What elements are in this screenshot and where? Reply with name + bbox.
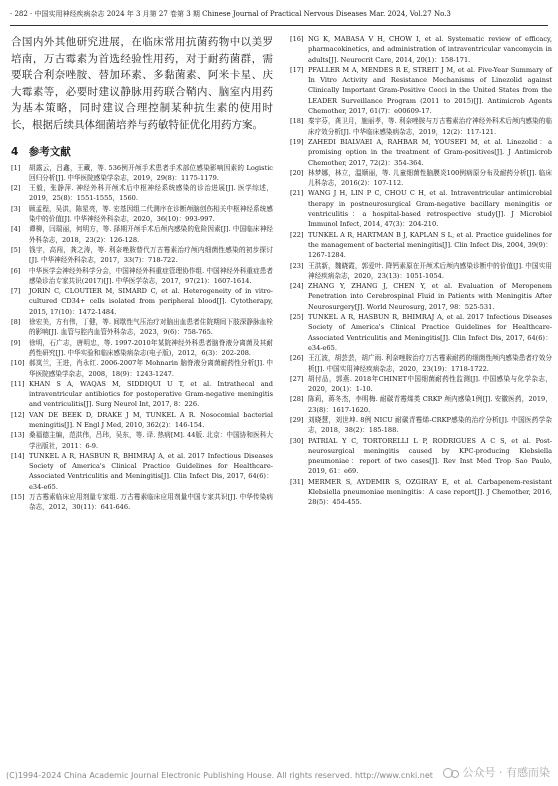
reference-item (11, 430, 273, 451)
copyright-footer: (C)1994-2024 China Academic Journal Electronic Publishing House. All rights reserved. http://www.cnki.net (6, 771, 433, 780)
reference-item (290, 261, 552, 282)
reference-text: JORIN C, CLOUTIER M, SIMARD C, et al. Heterogeneity of in vitro-cultured CD34+ cells isolated from peripheral blood[J]. Cytotherapy, 2015, 17(10)：1472-1484. (29, 287, 273, 316)
reference-item (290, 116, 552, 137)
reference-text: TUNKEL A R, HASBUN R, BHIMRAJ A, et al. 2017 Infectious Diseases Society of America's Clinical Practice Guidelines for Healthcare-Associated Ventriculitis and Meningitis[J]. Clin Infect Dis, 2017, 64(6)：e34-e65. (29, 451, 273, 491)
reference-number: [15] (11, 493, 25, 502)
watermark-text: 公众号 · 有感而染 (462, 766, 550, 779)
reference-item (290, 137, 552, 168)
reference-number: [18] (290, 117, 304, 126)
reference-text: 王洪新，魏晓霞，郭爱叶. 降钙素原在开颅术后颅内感染诊断中的价值[J]. 中国实用神经疾病杂志，2020，23(13)：1051-1054. (308, 261, 552, 280)
reference-text: 郝岚兰，王进，肖永红. 2006-2007年 Mohnarin 脑脊液分离菌耐药性分析[J]. 中华医院感染学杂志，2008，18(9)：1243-1247. (29, 359, 273, 378)
reference-number: [10] (11, 359, 25, 368)
reference-item (11, 451, 273, 492)
reference-item (290, 168, 552, 189)
reference-item (290, 436, 552, 477)
reference-text: 桑福德主编，范洪伟，吕玮，吴东，等. 译. 热病[M]. 44版. 北京：中国协和医科大学出版社，2011：6-9. (29, 431, 273, 450)
reference-number: [24] (290, 282, 304, 291)
reference-text: ZAHEDI BIALVAEI A, RAHBAR M, YOUSEFI M, et al. Linezolid：a promising option in the treatment of Gram-positives[J]. J Antimicrob Chemother, 2017, 72(2)：354-364. (308, 137, 552, 167)
reference-number: [3] (11, 204, 21, 213)
reference-item (290, 353, 552, 374)
reference-number: [25] (290, 313, 304, 322)
reference-item (290, 34, 552, 65)
reference-item (11, 245, 273, 266)
running-header: · 282 · 中国实用神经疾病杂志 2024 年 3 月第 27 卷第 3 期 Chinese Journal of Practical Nervous Diseases Mar. 2024, Vol.27 No.3 (10, 9, 548, 26)
reference-text: 顾孟程，吴洪，陈星亮，等. 宏基因组二代测序在诊断颅脑创伤相关中枢神经系统感染中的价值[J]. 中华神经外科杂志，2020，36(10)：993-997. (29, 204, 273, 224)
reference-text: 万古霉素临床应用剂量专家组. 万古霉素临床应用剂量中国专家共识[J]. 中华传染病杂志，2012，30(11)：641-646. (29, 493, 273, 512)
reference-text: 秦宇芬，龚卫月，施丽孝，等. 利奈唑胺与万古霉素治疗神经外科术后颅内感染的临床疗效分析[J]. 中华临床感染病杂志，2019，12(2)：117-121. (308, 117, 552, 136)
reference-text: 胡付品，郭燕. 2018年CHINET中国细菌耐药性监测[J]. 中国感染与化学杂志，2020，20(1)：1-10. (308, 374, 552, 394)
reference-number: [28] (290, 395, 304, 404)
reference-item (11, 338, 273, 359)
reference-number: [19] (290, 137, 304, 146)
reference-item (290, 281, 552, 312)
reference-item (290, 374, 552, 395)
left-column (11, 34, 273, 513)
reference-item (11, 224, 273, 245)
reference-number: [8] (11, 318, 21, 327)
reference-item (290, 65, 552, 116)
reference-text: 胡露云，吕鑫，王藏，等. 536例开颅手术患者手术部位感染影响因素的 Logistic 回归分析[J]. 中华医院感染学杂志，2019，29(8)：1175-1179. (29, 163, 273, 182)
reference-item (290, 230, 552, 261)
reference-number: [14] (11, 451, 25, 460)
reference-text: KHAN S A, WAQAS M, SIDDIQUI U T, et al. Intrathecal and intraventricular antibiotics for postoperative Gram-negative meningitis and ventriculitis[J]. Surg Neurol Int, 2017, 8：226. (29, 379, 273, 409)
reference-item (290, 188, 552, 229)
wechat-icon (443, 767, 459, 778)
reference-text: VAN DE BEEK D, DRAKE J M, TUNKEL A R. Nosocomial bacterial meningitis[J]. N Engl J Med, 2010, 362(2)：146-154. (29, 410, 273, 429)
reference-item (11, 410, 273, 431)
reference-number: [6] (11, 266, 21, 275)
reference-item (11, 379, 273, 410)
reference-text: MERMER S, AYDEMIR S, OZGIRAY E, et al. Carbapenem-resistant Klebsiella pneumoniae meningitis：A case report[J]. J Chemother, 2016, 28(5)：454-455. (308, 477, 552, 507)
reference-list-left (11, 163, 273, 513)
reference-number: [11] (11, 379, 25, 388)
reference-item (290, 394, 552, 415)
reference-text: 刘晓慧，刘世坤. 8例 NICU 耐碳青霉烯-CRKP感染的治疗分析[J]. 中国医药学杂志，2018，38(2)：185-188. (308, 415, 552, 435)
reference-text: 王毅，张静萍. 神经外科开颅术后中枢神经系统感染的诊治进展[J]. 医学综述，2019，25(8)：1551-1555，1560. (29, 184, 273, 203)
reference-number: [29] (290, 415, 304, 424)
reference-text: 王江波，胡芸芸，胡广雨. 利奈唑胺治疗万古霉素耐药的细菌性颅内感染患者疗效分析[J]. 中国实用神经疾病杂志，2020，23(19)：1718-1722. (308, 354, 552, 373)
reference-number: [16] (290, 35, 304, 43)
reference-item (11, 492, 273, 513)
reference-number: [27] (290, 374, 304, 383)
reference-text: PATRIAL Y C, TORTORELLI L P, RODRIGUES A C S, et al. Post-neurosurgical meningitis caused by KPC-producing Klebsiella pneumoniae：report of two cases[J]. Rev Inst Med Trop Sao Paulo, 2019, 61：e69. (308, 436, 552, 476)
reference-item (290, 415, 552, 436)
reference-text: 谭柳，闫瑞丽，何明方，等. 择期开颅手术后颅内感染的危险因素[J]. 中国临床神经外科杂志，2018，23(2)：126-128. (29, 225, 273, 244)
reference-number: [30] (290, 436, 304, 445)
reference-number: [26] (290, 354, 304, 363)
reference-text: 林梦娜，林立，温顺丽，等. 儿童细菌性脑膜炎100例病原分布及耐药分析[J]. 临床儿科杂志，2016(2)：107-112. (308, 168, 552, 188)
right-column (290, 34, 552, 508)
reference-item (11, 183, 273, 204)
reference-item (11, 266, 273, 287)
reference-item (290, 477, 552, 508)
reference-text: TUNKEL A R, HASBUN R, BHIMRAJ A, et al. 2017 Infectious Diseases Society of America's Clinical Practice Guidelines for Healthcare-Associated Ventriculitis and Meningitis[J]. Clin Infect Dis, 2017, 64(6)：e34-e65. (308, 313, 552, 352)
reference-item (11, 317, 273, 338)
reference-number: [20] (290, 168, 304, 177)
references-heading: 4 参考文献 (11, 145, 71, 158)
reference-item (11, 358, 273, 379)
reference-item (11, 163, 273, 184)
wechat-watermark (443, 764, 551, 780)
reference-number: [7] (11, 287, 21, 296)
reference-text: NG K, MABASA V H, CHOW I, et al. Systematic review of efficacy, pharmacokinetics, and administration of intraventricular vancomycin in adults[J]. Neurocrit Care, 2014, 20(1)：158-171. (308, 35, 552, 64)
reference-text: ZHANG Y, ZHANG J, CHEN Y, et al. Evaluation of Meropenem Penetration into Cerebrospinal Fluid in Patients with Meningitis After Neurosurgery[J]. World Neurosurg, 2017, 98：525-531. (308, 282, 552, 311)
reference-item (11, 204, 273, 225)
reference-number: [22] (290, 230, 304, 239)
reference-number: [23] (290, 261, 304, 270)
reference-text: 钱宇，高闯，龚之涛，等. 利奈唑胺替代万古霉素治疗颅内细菌性感染的初步探讨[J]. 中华神经外科杂志，2017，33(7)：718-722. (29, 245, 273, 265)
reference-text: 徐明，石广志，唐明忠，等. 1997-2010年某院神经外科患者脑脊液分离菌及其耐药性研究[J]. 中华实验和临床感染病杂志(电子版)，2012，6(3)：202-208. (29, 338, 273, 357)
reference-number: [21] (290, 189, 304, 198)
reference-text: 陈莉，蒋冬杰，李明梅. 耐碳青霉烯类 CRKP 颅内感染1例[J]. 安徽医药，2019，23(8)：1617-1620. (308, 395, 552, 414)
reference-number: [1] (11, 163, 21, 172)
reference-item (11, 286, 273, 317)
conclusion-paragraph: 合国内外其他研究进展，在临床常用抗菌药物中以美罗培南，万古霉素为首选经验性用药，对于耐药菌群，需要联合利奈唑胺、替加环素、多黏菌素、阿米卡星、庆大霉素等，必要时建议静脉用药联合鞘内、脑室内用药为基本策略，同时建议合理控制某种抗生素的使用时长，根据后续具体细菌培养与药敏特征优化用药方案。 (11, 36, 273, 131)
reference-number: [12] (11, 410, 25, 419)
reference-number: [9] (11, 338, 21, 347)
reference-text: 徐宏美，方有伟，丁健，等. 间歇性气压治疗对脑出血患者住院期间下肢深静脉血栓的影响[J]. 血管与腔内血管外科杂志，2023，9(6)：758-765. (29, 318, 273, 337)
reference-item (290, 312, 552, 353)
reference-text: TUNKEL A R, HARTMAN B J, KAPLAN S L, et al. Practice guidelines for the management of bacterial meningitis[J]. Clin Infect Dis, 2004, 39(9)：1267-1284. (308, 230, 552, 260)
reference-list-right (290, 34, 552, 508)
reference-number: [17] (290, 65, 304, 74)
reference-number: [5] (11, 245, 21, 254)
reference-text: WANG J H, LIN P C, CHOU C H, et al. Intraventricular antimicrobial therapy in postneurosurgical Gram-negative bacillary meningitis or ventriculitis：a hospital-based retrospective study[J]. J Microbiol Immunol Infect, 2014, 47(3)：204-210. (308, 189, 552, 229)
reference-text: 中华医学会神经外科学分会，中国神经外科重症管理协作组. 中国神经外科重症患者感染诊治专家共识(2017)[J]. 中华医学杂志，2017，97(21)：1607-1614. (29, 266, 273, 285)
reference-number: [2] (11, 184, 21, 193)
reference-number: [13] (11, 431, 25, 440)
reference-number: [4] (11, 225, 21, 234)
reference-number: [31] (290, 477, 304, 486)
reference-text: PFALLER M A, MENDES R E, STREIT J M, et al. Five-Year Summary of In Vitro Activity and Resistance Mechanisms of Linezolid against Clinically Important Gram-Positive Cocci in the United States from the LEADER Surveillance Program (2011 to 2015)[J]. Antimicrob Agents Chemother, 2017, 61(7)：e00609-17. (308, 65, 552, 116)
